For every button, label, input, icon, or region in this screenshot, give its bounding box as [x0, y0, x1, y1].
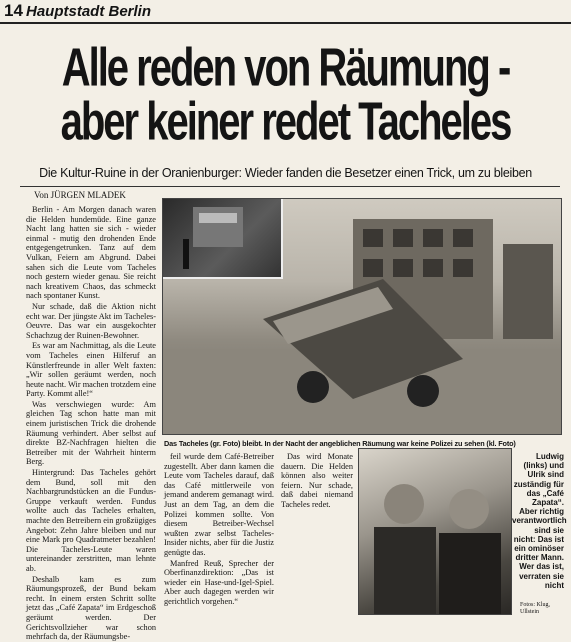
paragraph: Es war am Nachmittag, als die Leute vom Tacheles einen Hilferuf an Künstlerfreunde in aller Welt faxten: „Wir sollen geräumt werden, noch heute nacht. Wir machen trotzdem eine Party. Kommt alle!“	[26, 341, 156, 399]
page-header	[0, 0, 571, 24]
headline-line-1: Alle reden von Räumung -	[61, 38, 510, 98]
article-column-1	[26, 205, 156, 642]
paragraph: feil wurde dem Café-Betreiber zugestellt. Aber dann kamen die Leute vom Tacheles darauf, daß das Café mittlerweile von jemand anderem gemanagt wird. Just an dem Tag, an dem die Polizei kommen sollte. Von diesem Betreiber-Wechsel wußten zwar selbst Tacheles-Insider nichts, aber für die Justiz genügte das.	[164, 452, 274, 557]
paragraph: Was verschwiegen wurde: Am gleichen Tag schon hatte man mit einem juristischen Trick die drohende Räumung verhindert. Aber selbst auf direkte BZ-Nachfragen hielten die Betreiber mit der Wahrheit hinterm Berg.	[26, 399, 156, 467]
paragraph: Deshalb kam es zum Räumungsprozeß, der Bund bekam recht. In einem ersten Schritt sollte jetzt das „Café Zapata“ im Erdgeschoß geräumt werden. Der Gerichtsvollzieher war schon mehrfach da, der Räumungsbe-	[26, 574, 156, 642]
photo-credit: Fotos: Klug, Ullstein	[520, 602, 551, 615]
paragraph: Berlin - Am Morgen danach waren die Helden hundemüde. Eine ganze Nacht lang hatten sie sich - wieder einmal - mutig den drohenden Ende entgegengetrunken. Tanz auf dem Vulkan, Feiern am Abgrund. Dabei sahen sich die Leute vom Tacheles noch gestern wieder genau. Sie reicht nach kreativem Chaos, das schmeckt nach spontaner Kunst.	[26, 205, 156, 301]
page-number: 14	[4, 1, 23, 20]
divider	[20, 186, 560, 187]
paragraph: Das wird Monate dauern. Die Helden können also weiter feiern. Nur schade, daß dabei niemand Tacheles redet.	[281, 452, 353, 509]
paragraph: Nur schade, daß die Aktion nicht echt war. Der jüngste Akt im Tacheles-Oeuvre. Das war ein ausgekochter Schachzug der Ruinen-Bewohner.	[26, 301, 156, 340]
portrait-photo	[358, 448, 512, 615]
paragraph: Hintergrund: Das Tacheles gehört dem Bund, soll mit den Nachbargrundstücken an die Fundus-Gruppe verkauft werden. Fundus wollte auch das Tacheles erhalten, machte den Betreibern ein großzügiges Angebot: Zehn Jahre bleiben und nur eine Mark pro Quadratmeter bezahlen! Die Tacheles-Leute waren untereinander zerstritten, man lehnte ab.	[26, 468, 156, 573]
article-column-3	[281, 452, 353, 622]
photo-caption: Das Tacheles (gr. Foto) bleibt. In der Nacht der angeblichen Räumung war keine Polizei zu sehen (kl. Foto)	[164, 439, 516, 448]
tacheles-photo-small	[163, 199, 283, 279]
tacheles-photo-large	[162, 198, 562, 435]
subheadline: Die Kultur-Ruine in der Oranienburger: Wieder fanden die Besetzer einen Trick, um zu bleiben	[39, 166, 532, 180]
paragraph: Manfred Reuß, Sprecher der Oberfinanzdirektion: „Das ist wieder ein Hase-und-Igel-Spiel. Aber auch dagegen werden wir gerichtlich vorgehen.“	[164, 558, 274, 606]
headline-line-2: aber keiner redet Tacheles	[60, 92, 511, 152]
section-title: Hauptstadt Berlin	[26, 3, 152, 20]
article-column-2	[164, 452, 274, 622]
byline: Von JÜRGEN MLADEK	[34, 190, 126, 200]
cafe-night-illustration	[163, 199, 281, 277]
portrait-caption: Ludwig (links) und Ulrik sind zuständig für das „Café Zapata“. Aber richtig verantwortlich sind sie nicht: Das ist ein ominöser dritter Mann. Wer das ist, verraten sie nicht	[512, 452, 567, 590]
two-men-illustration	[359, 449, 511, 614]
